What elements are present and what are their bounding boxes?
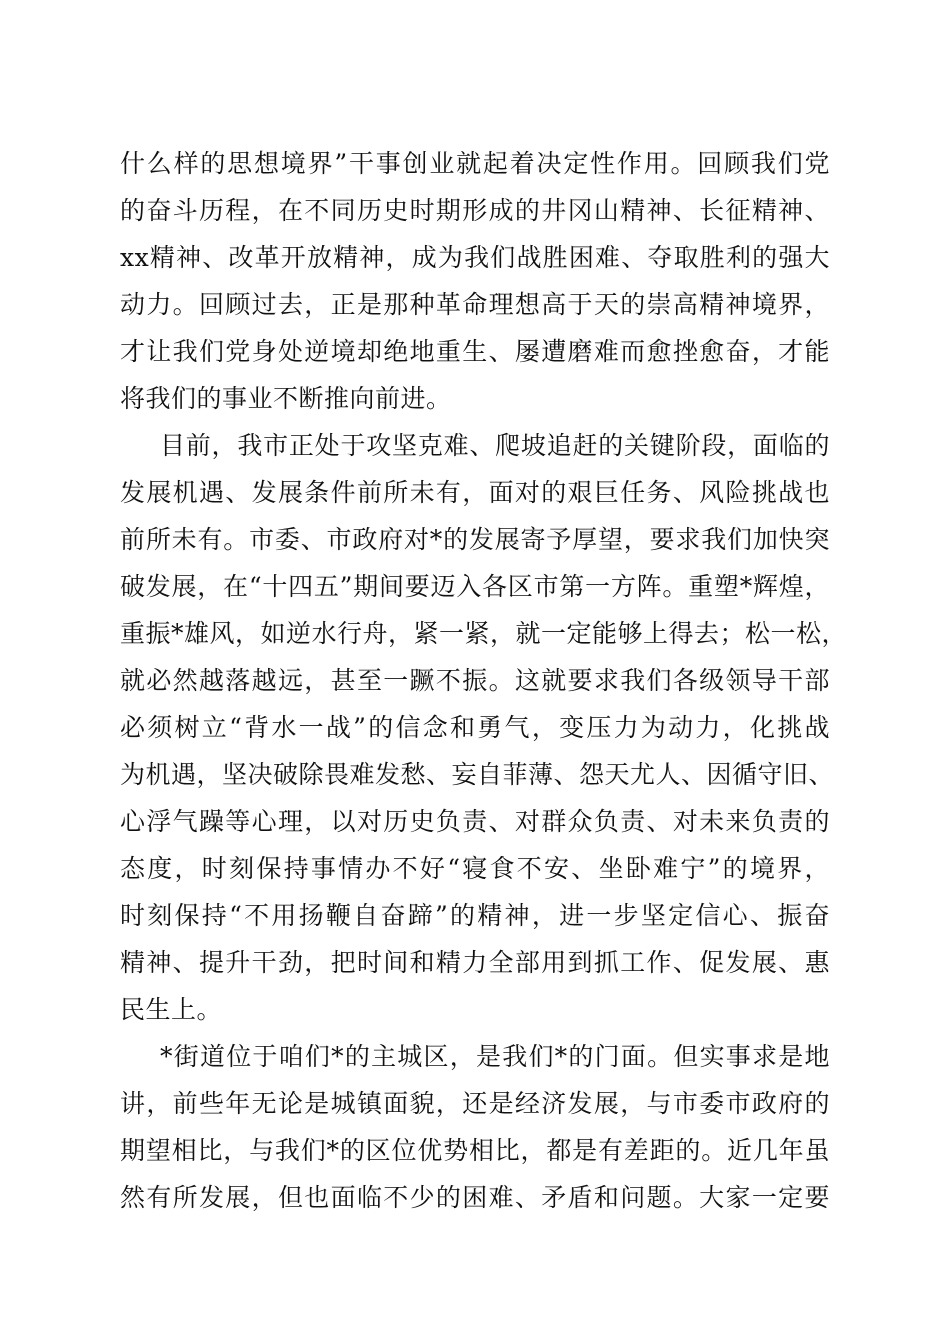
text-line: 什么样的思想境界”干事创业就起着决定性作用。回顾我们党 — [120, 149, 830, 178]
text-line: 重振*雄风，如逆水行舟，紧一紧，就一定能够上得去；松一松， — [120, 619, 848, 648]
text-line: 心浮气躁等心理，以对历史负责、对群众负责、对未来负责的 — [120, 807, 830, 836]
text-line: 前所未有。市委、市政府对*的发展寄予厚望，要求我们加快突 — [120, 525, 830, 554]
text-line: 精神、提升干劲，把时间和精力全部用到抓工作、促发展、惠 — [120, 948, 830, 977]
document-body — [120, 140, 848, 1221]
paragraph-3 — [120, 1033, 830, 1221]
paragraph-1 — [120, 140, 830, 422]
text-line: *街道位于咱们*的主城区，是我们*的门面。但实事求是地 — [160, 1042, 830, 1071]
text-line: 破发展，在“十四五”期间要迈入各区市第一方阵。重塑*辉煌， — [120, 572, 830, 601]
text-line: 然有所发展，但也面临不少的困难、矛盾和问题。大家一定要 — [120, 1183, 830, 1212]
text-line: 才让我们党身处逆境却绝地重生、屡遭磨难而愈挫愈奋，才能 — [120, 337, 830, 366]
text-line: 期望相比，与我们*的区位优势相比，都是有差距的。近几年虽 — [120, 1136, 830, 1165]
text-line: 动力。回顾过去，正是那种革命理想高于天的崇高精神境界， — [120, 290, 830, 319]
text-line: 讲，前些年无论是城镇面貌，还是经济发展，与市委市政府的 — [120, 1089, 830, 1118]
text-line: 将我们的事业不断推向前进。 — [120, 384, 452, 413]
paragraph-2 — [120, 422, 848, 1033]
text-line: 的奋斗历程，在不同历史时期形成的井冈山精神、长征精神、 — [120, 196, 830, 225]
text-line: 就必然越落越远，甚至一蹶不振。这就要求我们各级领导干部 — [120, 666, 830, 695]
text-line: 必须树立“背水一战”的信念和勇气，变压力为动力，化挑战 — [120, 713, 830, 742]
text-line: xx精神、改革开放精神，成为我们战胜困难、夺取胜利的强大 — [120, 243, 830, 272]
text-line: 态度，时刻保持事情办不好“寝食不安、坐卧难宁”的境界， — [120, 854, 830, 883]
text-line: 为机遇，坚决破除畏难发愁、妄自菲薄、怨天尤人、因循守旧、 — [120, 760, 835, 789]
text-line: 发展机遇、发展条件前所未有，面对的艰巨任务、风险挑战也 — [120, 478, 830, 507]
text-line: 民生上。 — [120, 995, 223, 1024]
text-line: 时刻保持“不用扬鞭自奋蹄”的精神，进一步坚定信心、振奋 — [120, 901, 830, 930]
text-line: 目前，我市正处于攻坚克难、爬坡追赶的关键阶段，面临的 — [160, 431, 830, 460]
